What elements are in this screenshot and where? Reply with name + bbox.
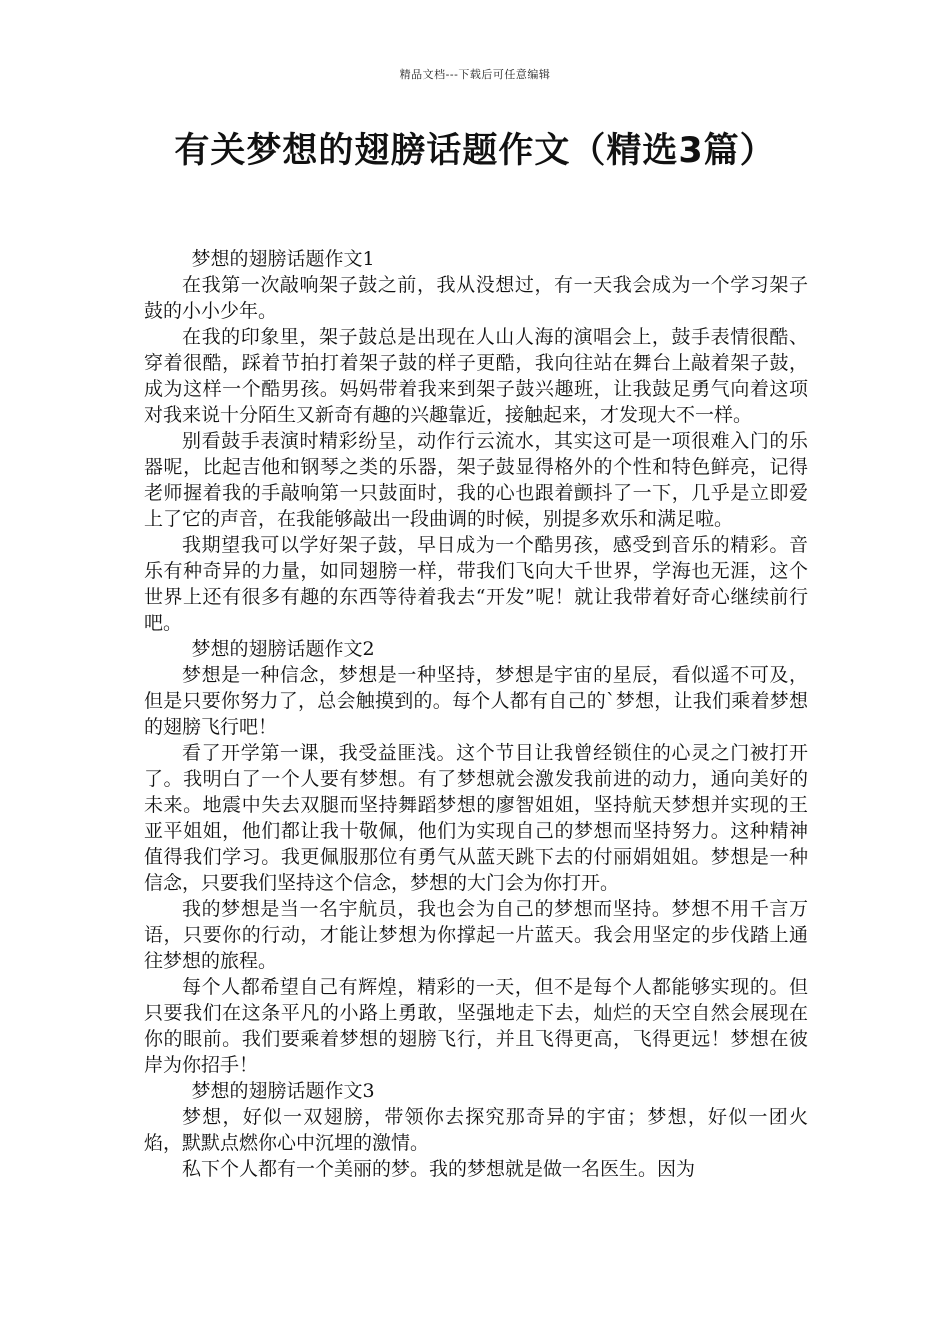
paragraph: 我期望我可以学好架子鼓，早日成为一个酷男孩，感受到音乐的精彩。音乐有种奇异的力量，如同翅膀一样，带我们飞向大千世界，学海也无涯，这个世界上还有很多有趣的东西等待着我去“开发”呢！就让我带着好奇心继续前行吧。 bbox=[144, 534, 808, 634]
paragraph: 我的梦想是当一名宇航员，我也会为自己的梦想而坚持。梦想不用千言万语，只要你的行动，才能让梦想为你撑起一片蓝天。我会用坚定的步伐踏上通往梦想的旅程。 bbox=[144, 898, 808, 972]
section-heading-3: 梦想的翅膀话题作文3 bbox=[191, 1080, 375, 1102]
section-heading-2: 梦想的翅膀话题作文2 bbox=[191, 638, 375, 660]
paragraph: 梦想，好似一双翅膀，带领你去探究那奇异的宇宙；梦想，好似一团火焰，默默点燃你心中沉埋的激情。 bbox=[144, 1106, 808, 1154]
paragraph: 梦想是一种信念，梦想是一种坚持，梦想是宇宙的星辰，看似遥不可及，但是只要你努力了，总会触摸到的。每个人都有自己的`梦想，让我们乘着梦想的翅膀飞行吧！ bbox=[144, 664, 808, 738]
header-note: 精品文档---下载后可任意编辑 bbox=[399, 68, 551, 81]
section-heading-1: 梦想的翅膀话题作文1 bbox=[191, 248, 375, 270]
document-title: 有关梦想的翅膀话题作文（精选3篇） bbox=[174, 131, 776, 171]
paragraph: 别看鼓手表演时精彩纷呈，动作行云流水，其实这可是一项很难入门的乐器呢，比起吉他和钢琴之类的乐器，架子鼓显得格外的个性和特色鲜亮，记得老师握着我的手敲响第一只鼓面时，我的心也跟着颤抖了一下，几乎是立即爱上了它的声音，在我能够敲出一段曲调的时候，别提多欢乐和满足啦。 bbox=[144, 430, 808, 530]
paragraph: 每个人都希望自己有辉煌，精彩的一天，但不是每个人都能够实现的。但只要我们在这条平凡的小路上勇敢，坚强地走下去，灿烂的天空自然会展现在你的眼前。我们要乘着梦想的翅膀飞行，并且飞得更高，飞得更远！梦想在彼岸为你招手！ bbox=[144, 976, 808, 1076]
paragraph: 在我的印象里，架子鼓总是出现在人山人海的演唱会上，鼓手表情很酷、穿着很酷，踩着节拍打着架子鼓的样子更酷，我向往站在舞台上敲着架子鼓，成为这样一个酷男孩。妈妈带着我来到架子鼓兴趣班，让我鼓足勇气向着这项对我来说十分陌生又新奇有趣的兴趣靠近，接触起来，才发现大不一样。 bbox=[144, 326, 808, 426]
paragraph: 看了开学第一课，我受益匪浅。这个节目让我曾经锁住的心灵之门被打开了。我明白了一个人要有梦想。有了梦想就会激发我前进的动力，通向美好的未来。地震中失去双腿而坚持舞蹈梦想的廖智姐姐，坚持航天梦想并实现的王亚平姐姐，他们都让我十敬佩，他们为实现自己的梦想而坚持努力。这种精神值得我们学习。我更佩服那位有勇气从蓝天跳下去的付丽娟姐姐。梦想是一种信念，只要我们坚持这个信念，梦想的大门会为你打开。 bbox=[144, 742, 808, 894]
document-body bbox=[144, 246, 808, 1182]
paragraph: 私下个人都有一个美丽的梦。我的梦想就是做一名医生。因为 bbox=[182, 1158, 696, 1180]
paragraph: 在我第一次敲响架子鼓之前，我从没想过，有一天我会成为一个学习架子鼓的小小少年。 bbox=[144, 274, 808, 322]
